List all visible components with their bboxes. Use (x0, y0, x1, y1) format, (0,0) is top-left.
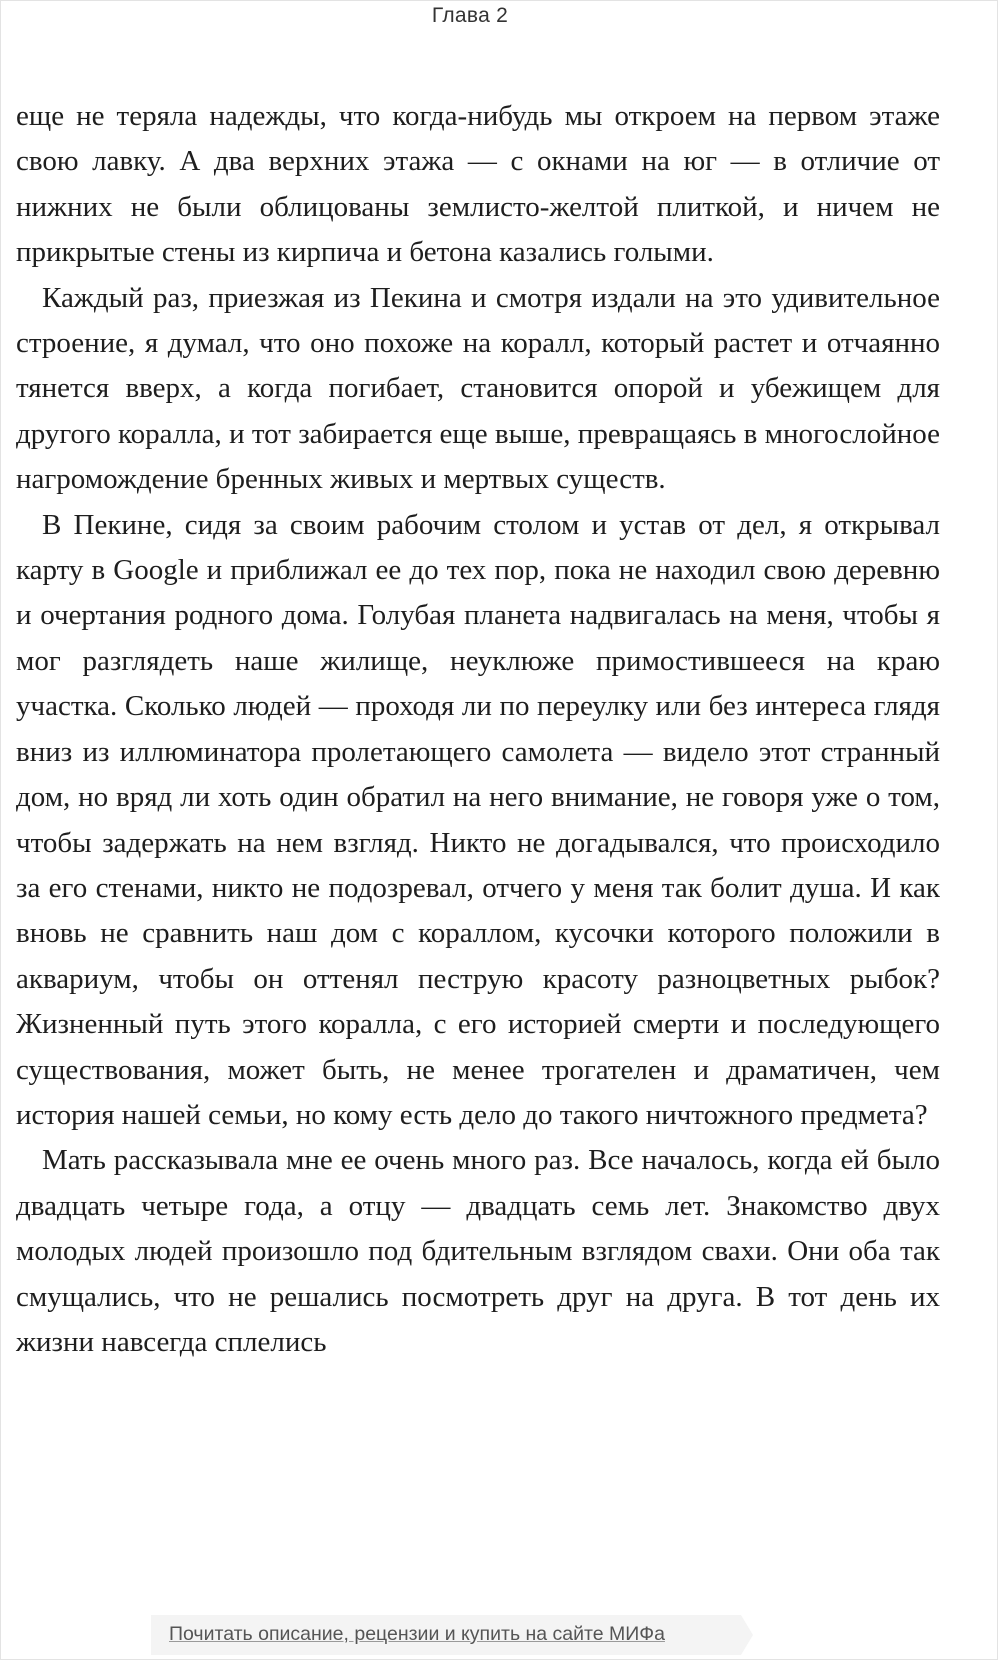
paragraph-3: В Пекине, сидя за своим рабочим столом и устав от дел, я открывал карту в Google и приближал ее до тех пор, пока не находил свою деревню и очертания родного дома. Голубая планета надвигалась на меня, чтобы я мог разглядеть наше жилище, неуклюже примостившееся на краю участка. Сколько людей — проходя ли по переулку или без интереса глядя вниз из иллюминатора пролетающего самолета — видело этот странный дом, но вряд ли хоть один обратил на него внимание, не говоря уже о том, чтобы задержать на нем взгляд. Никто не догадывался, что происходило за его стенами, никто не подозревал, отчего у меня так болит душа. И как вновь не сравнить наш дом с кораллом, кусочки которого положили в аквариум, чтобы он оттенял пеструю красоту разноцветных рыбок? Жизненный путь этого коралла, с его историей смерти и последующего существования, может быть, не менее трогателен и драматичен, чем история нашей семьи, но кому есть дело до такого ничтожного предмета? (16, 508, 940, 1131)
paragraph-1: еще не теряла надежды, что когда-нибудь мы откроем на первом этаже свою лавку. А два верхних этажа — с окнами на юг — в отличие от нижних не были облицованы землисто-желтой плиткой, и ничем не прикрытые стены из кирпича и бетона казались голыми. (16, 100, 940, 269)
publisher-link-banner[interactable] (151, 1615, 753, 1655)
chapter-title: Глава 2 (431, 4, 509, 27)
publisher-link[interactable]: Почитать описание, рецензии и купить на сайте МИФа (151, 1615, 741, 1655)
paragraph-2: Каждый раз, приезжая из Пекина и смотря издали на это удивительное строение, я думал, что оно похоже на коралл, который растет и отчаянно тянется вверх, а когда погибает, становится опорой и убежищем для другого коралла, и тот забирается еще выше, превращаясь в многослойное нагромождение бренных живых и мертвых существ. (16, 281, 940, 496)
paragraph-4: Мать рассказывала мне ее очень много раз. Все началось, когда ей было двадцать четыре года, а отцу — двадцать семь лет. Знакомство двух молодых людей произошло под бдительным взглядом свахи. Они оба так смущались, что не решались посмотреть друг на друга. В тот день их жизни навсегда сплелись (16, 1144, 940, 1358)
book-text (16, 94, 940, 1365)
banner-arrow-shape (741, 1615, 753, 1655)
